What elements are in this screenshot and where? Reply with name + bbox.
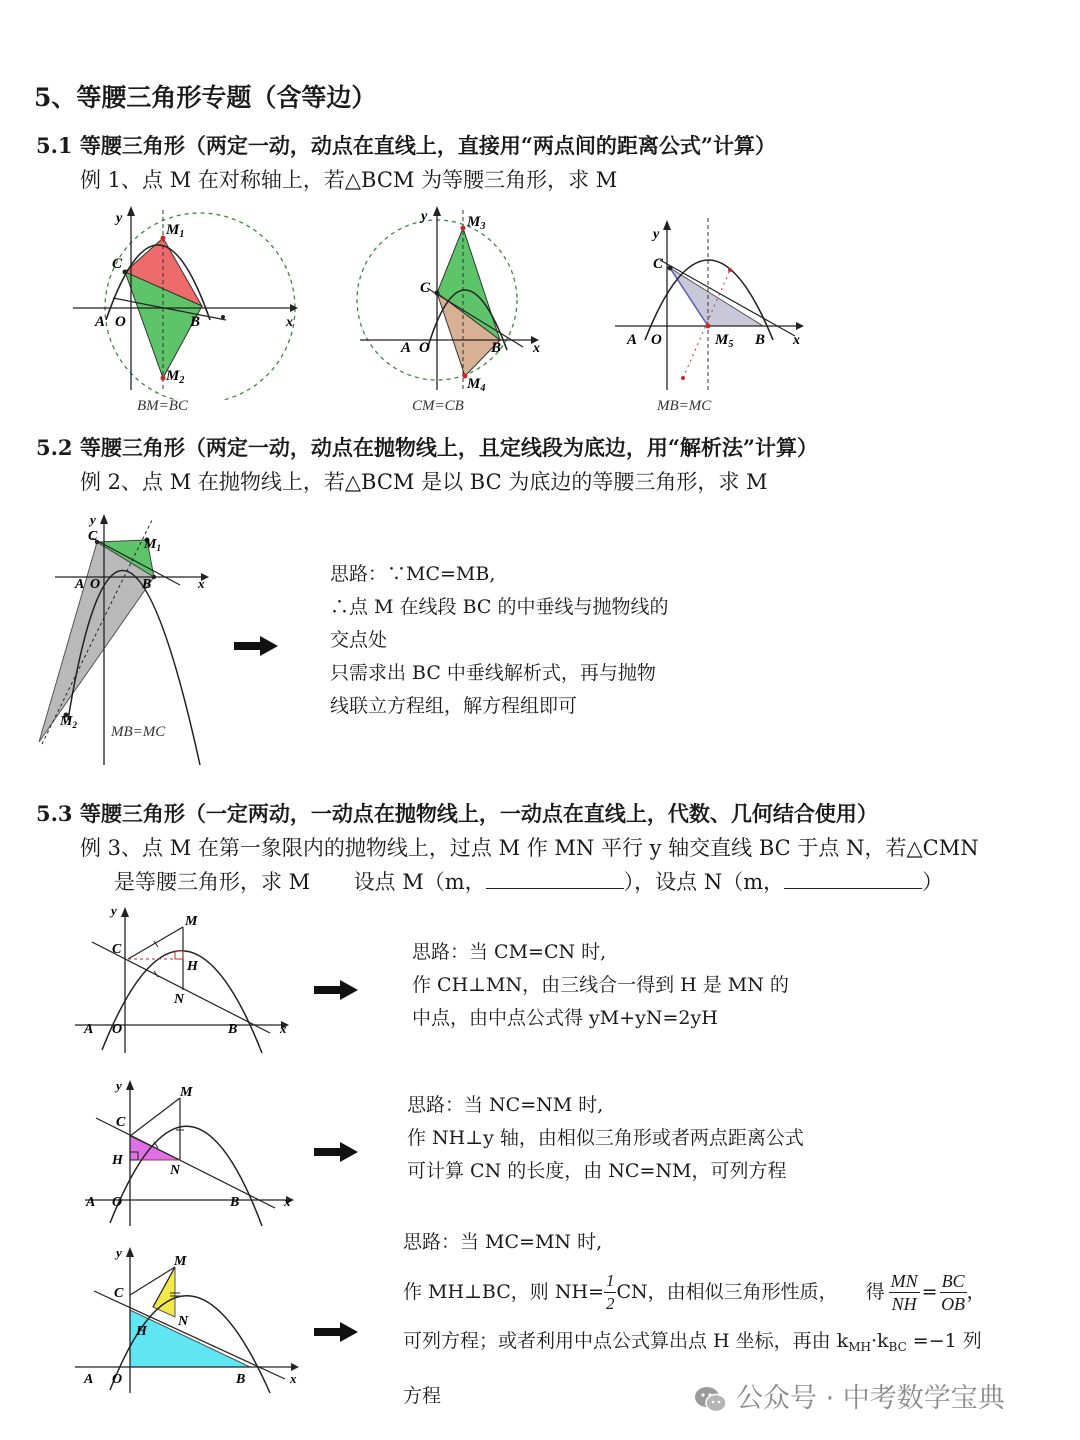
thinking-case-3: 思路：当 MC=MN 时, 作 MH⊥BC，则 NH= $\frac{1}{2}$ CN，由相似三角形性质， 得 $\frac{MN}{NH}$ = $\frac{BC}{OB}$ ， 可列方程；或者利用中点公式算出点 H 坐标，再由 $k_{MH}\cdot k_{BC} =-1$ 列 方程 [403,1231,986,1407]
arrow-right-icon [314,1140,358,1164]
caption-cm-cb: CM=CB [412,398,464,414]
svg-text:M3: $M_3$ [467,214,486,232]
svg-text:M5: $M_5$ [715,332,734,350]
watermark: 公众号 · 中考数学宝典 [694,1376,1005,1415]
point-a-label: A [95,314,106,330]
svg-text:A: A [401,340,412,356]
svg-text:C: C [112,942,122,957]
figure-bm-bc [68,200,308,400]
figure-case-1 [70,905,300,1055]
svg-text:M4: $M_4$ [467,376,486,394]
svg-text:O: O [112,1022,123,1037]
svg-text:C: C [420,280,431,296]
section-5-3-heading: 5.3 等腰三角形（一定两动，一动点在抛物线上，一动点在直线上，代数、几何结合使用） [36,801,878,826]
wechat-icon [694,1386,728,1414]
svg-text:B: B [230,1195,240,1210]
point-b-label: B [190,314,201,330]
svg-text:O: O [112,1195,123,1210]
svg-text:C: C [116,1115,126,1130]
arrow-right-icon [314,1320,358,1344]
origin-label: O [115,314,126,330]
svg-text:A: A [86,1195,96,1210]
svg-text:y: y [111,905,117,918]
thinking-case-2: 思路：当 NC=NM 时, 作 NH⊥y 轴，由相似三角形或者两点距离公式 可计算 CN 的长度，由 NC=NM，可列方程 [407,1094,804,1182]
svg-text:B: B [228,1022,238,1037]
svg-text:B: B [142,577,152,592]
svg-text:B: B [491,340,502,356]
svg-text:x: x [533,341,540,356]
svg-text:N: N [170,1163,181,1178]
caption-mb-mc: MB=MC [657,398,712,414]
svg-text:B: B [755,332,766,348]
page-title: 5、等腰三角形专题（含等边） [34,83,377,112]
svg-text:M2: $M_2$ [60,714,77,730]
svg-text:O: O [651,332,662,348]
svg-text:M: M [180,1085,193,1100]
svg-text:y: y [653,227,660,242]
svg-text:A: A [84,1372,94,1387]
figure-case-3 [70,1245,305,1395]
svg-text:A: A [627,332,638,348]
svg-text:M1: $M_1$ [144,537,161,553]
svg-text:x: x [284,1194,291,1209]
svg-text:x: x [793,333,800,348]
figure-mb-mc [605,210,825,400]
figure-cm-cb [355,200,555,400]
svg-text:y: y [116,1245,122,1260]
point-m2-label: $M_2$ [166,368,185,386]
svg-text:H: H [187,959,198,974]
section-5-1-heading: 5.1 等腰三角形（两定一动，动点在直线上，直接用“两点间的距离公式”计算） [36,133,777,158]
example-1-text: 例 1、点 M 在对称轴上，若△BCM 为等腰三角形，求 M [80,168,618,192]
svg-text:A: A [75,577,85,592]
svg-text:M: M [185,914,198,929]
arrow-right-icon [234,634,278,658]
figure-case-2 [80,1078,300,1228]
svg-text:C: C [653,256,664,272]
point-m1-label: $M_1$ [166,222,185,240]
caption-example-2: MB=MC [111,724,166,740]
section-5-2-heading: 5.2 等腰三角形（两定一动，动点在抛物线上，且定线段为底边，用“解析法”计算） [36,435,819,460]
svg-text:M: M [174,1254,187,1269]
svg-text:N: N [178,1314,189,1329]
svg-text:A: A [84,1022,94,1037]
svg-text:B: B [236,1372,246,1387]
svg-text:O: O [90,577,101,592]
svg-text:y: y [116,1078,122,1093]
thinking-example-2: 思路：∵MC=MB, ∴点 M 在线段 BC 的中垂线与抛物线的 交点处 只需求出 BC 中垂线解析式，再与抛物 线联立方程组，解方程组即可 [330,563,669,717]
blank-n-field[interactable] [784,870,922,889]
example-2-text: 例 2、点 M 在抛物线上，若△BCM 是以 BC 为底边的等腰三角形，求 M [80,470,768,494]
svg-text:C: C [88,529,98,544]
svg-text:x: x [198,576,205,591]
blank-m-field[interactable] [486,870,624,889]
y-axis-label: y [116,211,123,226]
svg-text:H: H [112,1153,123,1168]
svg-text:O: O [112,1372,123,1387]
svg-text:x: x [290,1371,297,1386]
svg-text:H: H [136,1324,147,1339]
point-c-label: C [112,256,123,272]
svg-text:N: N [174,992,185,1007]
svg-text:x: x [280,1021,287,1036]
example-3-line2: 是等腰三角形，求 M 设点 M（m， ），设点 N（m， ） [114,870,944,894]
arrow-right-icon [314,978,358,1002]
svg-text:C: C [114,1286,124,1301]
x-axis-label: x [286,315,293,330]
thinking-case-1: 思路：当 CM=CN 时, 作 CH⊥MN，由三线合一得到 H 是 MN 的 中点，由中点公式得 yM+yN=2yH [412,941,789,1029]
svg-text:O: O [419,340,430,356]
example-3-line1: 例 3、点 M 在第一象限内的抛物线上，过点 M 作 MN 平行 y 轴交直线 BC 于点 N，若△CMN [80,836,979,860]
caption-bm-bc: BM=BC [137,398,188,414]
svg-text:y: y [90,512,96,527]
svg-text:y: y [421,209,428,224]
